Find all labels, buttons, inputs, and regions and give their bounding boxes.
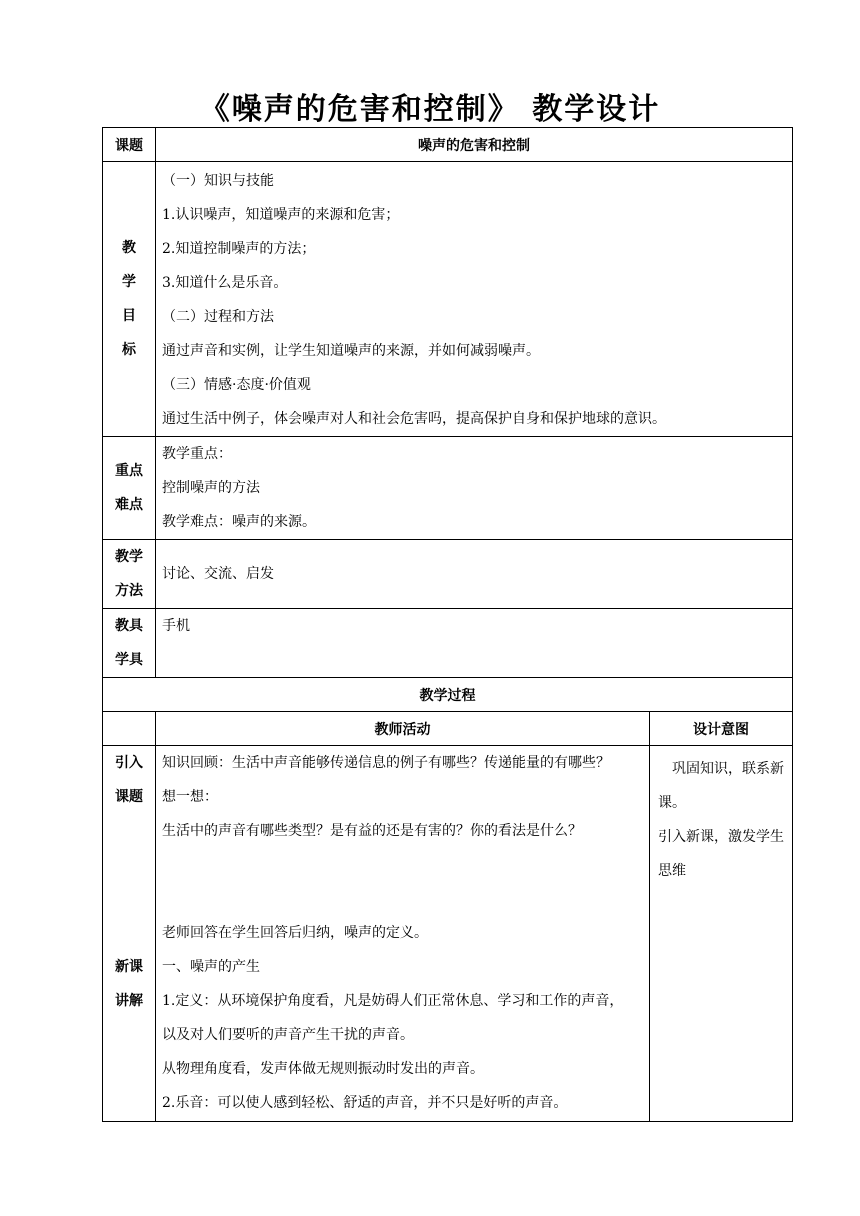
stage-label-intro: 引入 — [115, 755, 143, 771]
process-heading-row — [103, 678, 793, 712]
teacher-line: 想一想： — [162, 789, 218, 805]
teacher-line: 以及对人们要听的声音产生干扰的声音。 — [162, 1027, 414, 1043]
intent-note: 巩固知识，联系新课。 — [658, 761, 784, 811]
key-points-row — [103, 437, 793, 540]
tools-label-line: 教具 — [115, 618, 143, 634]
tools-value: 手机 — [162, 618, 190, 634]
objective-line: （二）过程和方法 — [162, 309, 274, 325]
stage-label-new: 新课 — [115, 959, 143, 975]
objectives-label-char: 学 — [122, 274, 136, 290]
teacher-activity-content — [156, 746, 650, 1122]
teacher-line — [156, 848, 649, 882]
teacher-line: 老师回答在学生回答后归纳，噪声的定义。 — [162, 925, 428, 941]
stage-label-intro: 课题 — [115, 789, 143, 805]
method-label-line: 方法 — [115, 583, 143, 599]
teacher-activity-header: 教师活动 — [156, 712, 650, 746]
process-empty-header — [103, 712, 156, 746]
intent-note: 引入新课，激发学生思维 — [658, 829, 784, 879]
teacher-line: 2.乐音：可以使人感到轻松、舒适的声音，并不只是好听的声音。 — [162, 1095, 568, 1111]
key-point-line: 教学难点：噪声的来源。 — [162, 514, 316, 530]
topic-label: 课题 — [103, 128, 156, 162]
teacher-line: 一、噪声的产生 — [162, 959, 260, 975]
key-point-line: 控制噪声的方法 — [162, 480, 260, 496]
objectives-label-char: 目 — [122, 308, 136, 324]
method-row — [103, 540, 793, 609]
objectives-row — [103, 162, 793, 437]
objective-line: 2.知道控制噪声的方法； — [162, 241, 316, 257]
tools-row — [103, 609, 793, 678]
key-points-label-line: 重点 — [115, 463, 143, 479]
objective-line: 3.知道什么是乐音。 — [162, 275, 288, 291]
method-label-line: 教学 — [115, 549, 143, 565]
lesson-plan-table — [102, 127, 793, 1122]
stage-labels — [103, 746, 156, 1122]
objective-line: （一）知识与技能 — [162, 173, 274, 189]
document-title: 《噪声的危害和控制》 教学设计 — [199, 92, 661, 127]
tools-content — [156, 609, 793, 678]
key-points-content — [156, 437, 793, 540]
process-columns-row — [103, 712, 793, 746]
key-points-label — [103, 437, 156, 540]
teacher-line: 知识回顾：生活中声音能够传递信息的例子有哪些？传递能量的有哪些？ — [162, 755, 610, 771]
objective-line: 通过声音和实例，让学生知道噪声的来源，并如何减弱噪声。 — [162, 343, 540, 359]
process-body-row — [103, 746, 793, 1122]
objectives-label — [103, 162, 156, 437]
design-intent-content — [650, 746, 793, 1122]
method-label — [103, 540, 156, 609]
topic-value: 噪声的危害和控制 — [156, 128, 793, 162]
teacher-line: 1.定义：从环境保护角度看，凡是妨碍人们正常休息、学习和工作的声音， — [162, 993, 624, 1009]
method-value: 讨论、交流、启发 — [162, 566, 274, 582]
objectives-label-char: 标 — [122, 342, 136, 358]
teacher-line — [156, 882, 649, 916]
objective-line: 通过生活中例子，体会噪声对人和社会危害吗，提高保护自身和保护地球的意识。 — [162, 411, 666, 427]
key-point-line: 教学重点： — [162, 446, 232, 462]
teacher-line: 从物理角度看，发声体做无规则振动时发出的声音。 — [162, 1061, 484, 1077]
key-points-label-line: 难点 — [115, 497, 143, 513]
topic-row — [103, 128, 793, 162]
objective-line: （三）情感·态度·价值观 — [162, 377, 311, 393]
method-content — [156, 540, 793, 609]
objectives-content — [156, 162, 793, 437]
tools-label-line: 学具 — [115, 652, 143, 668]
objectives-label-char: 教 — [122, 240, 136, 256]
teacher-line: 生活中的声音有哪些类型？是有益的还是有害的？你的看法是什么？ — [162, 823, 582, 839]
tools-label — [103, 609, 156, 678]
stage-label-new: 讲解 — [115, 993, 143, 1009]
objective-line: 1.认识噪声，知道噪声的来源和危害； — [162, 207, 400, 223]
process-heading: 教学过程 — [103, 678, 793, 712]
design-intent-header: 设计意图 — [650, 712, 793, 746]
